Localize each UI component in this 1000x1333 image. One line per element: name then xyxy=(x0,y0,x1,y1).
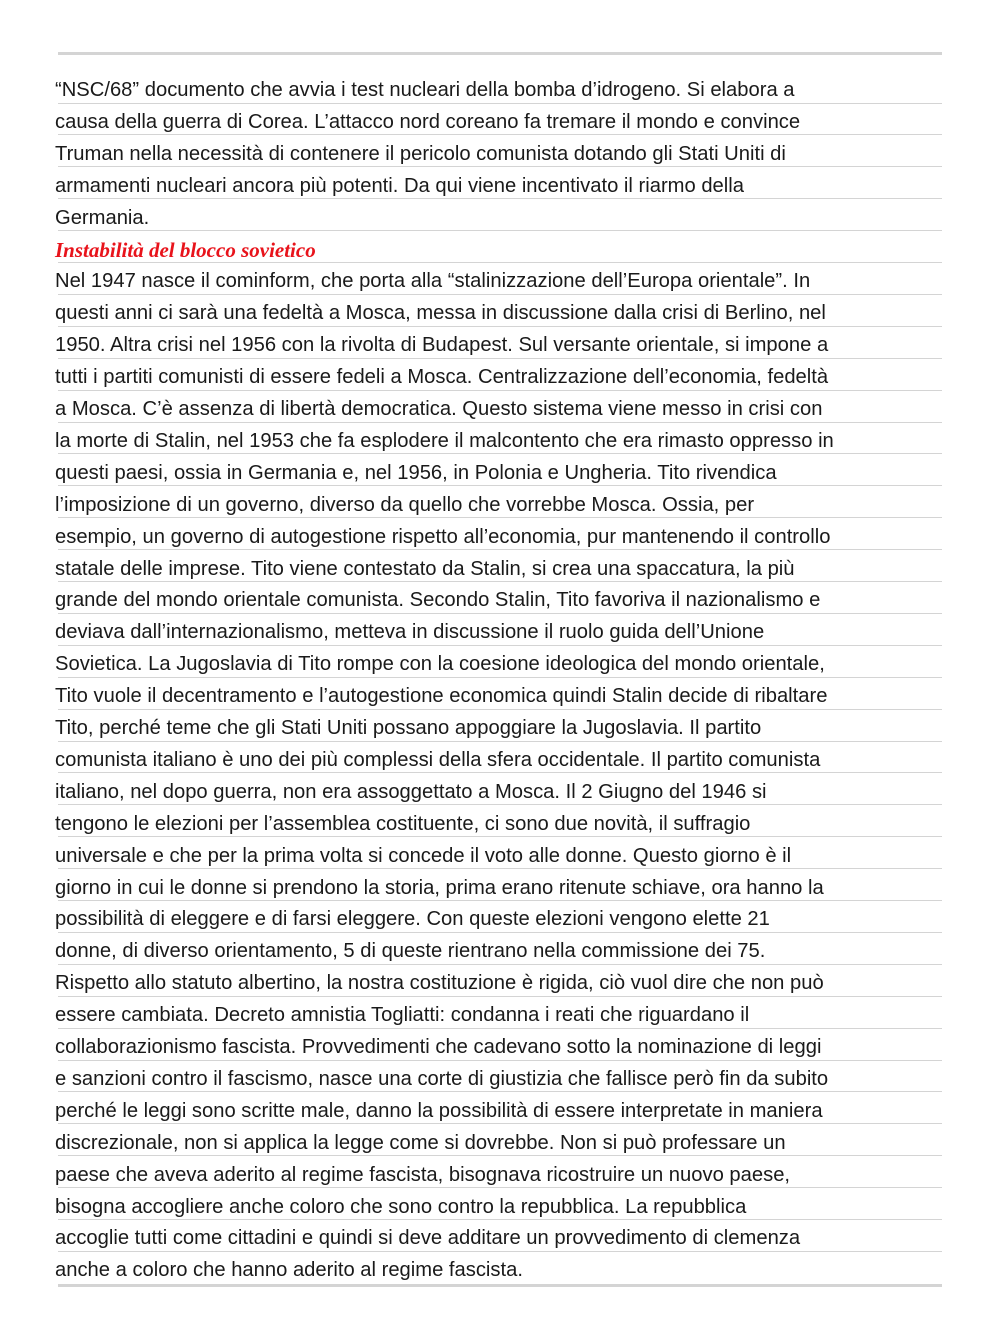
text-line: 1950. Altra crisi nel 1956 con la rivolta di Budapest. Sul versante orientale, si impone a xyxy=(55,334,829,357)
line-rule xyxy=(58,772,942,773)
text-line: tengono le elezioni per l’assemblea costituente, ci sono due novità, il suffragio xyxy=(55,812,751,835)
text-line: statale delle imprese. Tito viene contestato da Stalin, si crea una spaccatura, la più xyxy=(55,557,795,580)
line-rule xyxy=(58,868,942,869)
line-rule xyxy=(58,1187,942,1188)
line-rule xyxy=(58,709,942,710)
text-line: Truman nella necessità di contenere il pericolo comunista dotando gli Stati Uniti di xyxy=(55,142,786,165)
line-rule xyxy=(58,645,942,646)
line-rule xyxy=(58,741,942,742)
line-rule xyxy=(58,1091,942,1092)
line-rule xyxy=(58,1219,942,1220)
line-rule xyxy=(58,996,942,997)
text-line: possibilità di eleggere e di farsi eleggere. Con queste elezioni vengono elette 21 xyxy=(55,908,770,931)
text-line: causa della guerra di Corea. L’attacco nord coreano fa tremare il mondo e convince xyxy=(55,110,801,133)
text-line: italiano, nel dopo guerra, non era assoggettato a Mosca. Il 2 Giugno del 1946 si xyxy=(55,780,767,803)
text-line: collaborazionismo fascista. Provvedimenti che cadevano sotto la nominazione di leggi xyxy=(55,1036,822,1058)
text-line: bisogna accogliere anche coloro che sono contro la repubblica. La repubblica xyxy=(55,1195,747,1218)
line-rule xyxy=(58,1251,942,1252)
line-rule xyxy=(58,613,942,614)
text-line: comunista italiano è uno dei più complessi della sfera occidentale. Il partito comunista xyxy=(55,748,821,771)
line-rule xyxy=(58,932,942,933)
text-line: a Mosca. C’è assenza di libertà democratica. Questo sistema viene messo in crisi con xyxy=(55,398,823,420)
text-line: esempio, un governo di autogestione rispetto all’economia, pur mantenendo il controllo xyxy=(55,525,831,548)
section-heading: Instabilità del blocco sovietico xyxy=(55,237,316,262)
text-line: giorno in cui le donne si prendono la storia, prima erano ritenute schiave, ora hanno la xyxy=(55,876,824,899)
line-rule xyxy=(58,549,942,550)
text-line: accoglie tutti come cittadini e quindi si deve additare un provvedimento di clemenza xyxy=(55,1227,801,1250)
line-rule xyxy=(58,836,942,837)
text-line: deviava dall’internazionalismo, metteva in discussione il ruolo guida dell’Unione xyxy=(55,621,765,644)
line-rule xyxy=(58,804,942,805)
line-rule xyxy=(58,517,942,518)
text-line: Tito, perché teme che gli Stati Uniti possano appoggiare la Jugoslavia. Il partito xyxy=(55,717,762,739)
line-rule xyxy=(58,358,942,359)
line-rule xyxy=(58,166,942,167)
text-line: Tito vuole il decentramento e l’autogestione economica quindi Stalin decide di ribaltare xyxy=(55,685,828,708)
line-rule xyxy=(58,485,942,486)
text-line: essere cambiata. Decreto amnistia Togliatti: condanna i reati che riguardano il xyxy=(55,1004,750,1027)
line-rule xyxy=(58,198,942,199)
text-line: la morte di Stalin, nel 1953 che fa esplodere il malcontento che era rimasto oppresso in xyxy=(55,429,834,452)
line-rule xyxy=(58,103,942,104)
text-line: Rispetto allo statuto albertino, la nostra costituzione è rigida, ciò vuol dire che non può xyxy=(55,972,824,995)
text-line: Nel 1947 nasce il cominform, che porta alla “stalinizzazione dell’Europa orientale”. In xyxy=(55,270,811,293)
line-rule xyxy=(58,294,942,295)
line-rule xyxy=(58,900,942,901)
line-rule xyxy=(58,453,942,454)
text-line: armamenti nucleari ancora più potenti. Da qui viene incentivato il riarmo della xyxy=(55,174,744,197)
text-line: perché le leggi sono scritte male, danno la possibilità di essere interpretate in maniera xyxy=(55,1099,823,1122)
line-rule xyxy=(58,422,942,423)
text-line: universale e che per la prima volta si concede il voto alle donne. Questo giorno è il xyxy=(55,844,792,867)
text-line: Germania. xyxy=(55,206,150,229)
line-rule xyxy=(58,1123,942,1124)
line-rule xyxy=(58,1028,942,1029)
text-line: e sanzioni contro il fascismo, nasce una corte di giustizia che fallisce però fin da subito xyxy=(55,1067,829,1090)
top-divider xyxy=(58,52,942,55)
text-line: questi paesi, ossia in Germania e, nel 1956, in Polonia e Ungheria. Tito rivendica xyxy=(55,461,777,484)
line-rule xyxy=(58,581,942,582)
text-line: anche a coloro che hanno aderito al regime fascista. xyxy=(55,1259,523,1282)
text-line: questi anni ci sarà una fedeltà a Mosca, messa in discussione dalla crisi di Berlino, nel xyxy=(55,302,826,325)
text-line: Sovietica. La Jugoslavia di Tito rompe con la coesione ideologica del mondo orientale, xyxy=(55,653,825,676)
text-line: donne, di diverso orientamento, 5 di queste rientrano nella commissione dei 75. xyxy=(55,940,766,963)
line-rule xyxy=(58,326,942,327)
line-rule xyxy=(58,262,942,263)
line-rule xyxy=(58,964,942,965)
text-line: “NSC/68” documento che avvia i test nucleari della bomba d’idrogeno. Si elabora a xyxy=(55,79,795,101)
line-rule xyxy=(58,677,942,678)
line-rule xyxy=(58,134,942,135)
line-rule xyxy=(58,390,942,391)
line-rule xyxy=(58,230,942,231)
line-rule xyxy=(58,1284,942,1287)
text-line: l’imposizione di un governo, diverso da quello che vorrebbe Mosca. Ossia, per xyxy=(55,493,755,516)
text-line: tutti i partiti comunisti di essere fedeli a Mosca. Centralizzazione dell’economia, fedeltà xyxy=(55,366,829,389)
text-line: paese che aveva aderito al regime fascista, bisognava ricostruire un nuovo paese, xyxy=(55,1163,791,1186)
text-line: discrezionale, non si applica la legge come si dovrebbe. Non si può professare un xyxy=(55,1131,786,1154)
line-rule xyxy=(58,1060,942,1061)
text-line: grande del mondo orientale comunista. Secondo Stalin, Tito favoriva il nazionalismo e xyxy=(55,589,821,612)
line-rule xyxy=(58,1155,942,1156)
